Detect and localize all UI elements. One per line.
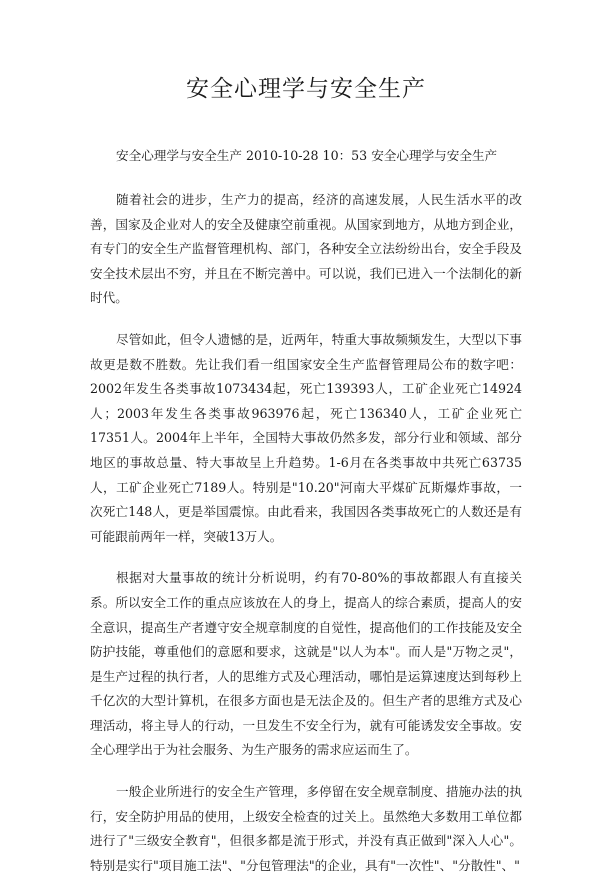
- paragraph-1: 随着社会的进步，生产力的提高，经济的高速发展，人民生活水平的改善，国家及企业对人的安全及健康空前重视。从国家到地方，从地方到企业，有专门的安全生产监督管理机构、部门，各种安全立法纷纷出台，安全手段及安全技术层出不穷，并且在不断完善中。可以说，我们已进入一个法制化的新时代。: [90, 192, 522, 306]
- paragraph-4: 一般企业所进行的安全生产管理，多停留在安全规章制度、措施办法的执行，安全防护用品的使用，上级安全检查的过关上。虽然绝大多数用工单位都进行了"三级安全教育"，但很多都是流于形式，并没有真正做到"深入人心"。特别是实行"项目施工法"、"分包管理法"的企业，具有"一次性"、"分散性"、": [90, 784, 522, 873]
- paragraph-2: 尽管如此，但令人遗憾的是，近两年，特重大事故频频发生，大型以下事故更是数不胜数。先让我们看一组国家安全生产监督管理局公布的数字吧：2002年发生各类事故1073434起，死亡139393人，工矿企业死亡14924人；2003年发生各类事故963976起，死亡136340人，工矿企业死亡17351人。2004年上半年，全国特大事故仍然多发，部分行业和领域、部分地区的事故总量、特大事故呈上升趋势。1-6月在各类事故中共死亡63735人，工矿企业死亡7189人。特别是"10.20"河南大平煤矿瓦斯爆炸事故，一次死亡148人，更是举国震惊。由此看来，我国因各类事故死亡的人数还是有可能跟前两年一样，突破13万人。: [90, 331, 522, 544]
- document-meta-line: 安全心理学与安全生产 2010-10-28 10：53 安全心理学与安全生产: [116, 148, 498, 163]
- paragraph-3: 根据对大量事故的统计分析说明，约有70-80%的事故都跟人有直接关系。所以安全工作的重点应该放在人的身上，提高人的综合素质，提高人的安全意识，提高生产者遵守安全规章制度的自觉性，提高他们的工作技能及安全防护技能，尊重他们的意愿和要求，这就是"以人为本"。而人是"万物之灵"，是生产过程的执行者，人的思维方式及心理活动，哪怕是运算速度达到每秒上千亿次的大型计算机，在很多方面也是无法企及的。但生产者的思维方式及心理活动，将主导人的行动，一旦发生不安全行为，就有可能诱发安全事故。安全心理学出于为社会服务、为生产服务的需求应运而生了。: [90, 570, 522, 758]
- document-title: 安全心理学与安全生产: [186, 76, 426, 102]
